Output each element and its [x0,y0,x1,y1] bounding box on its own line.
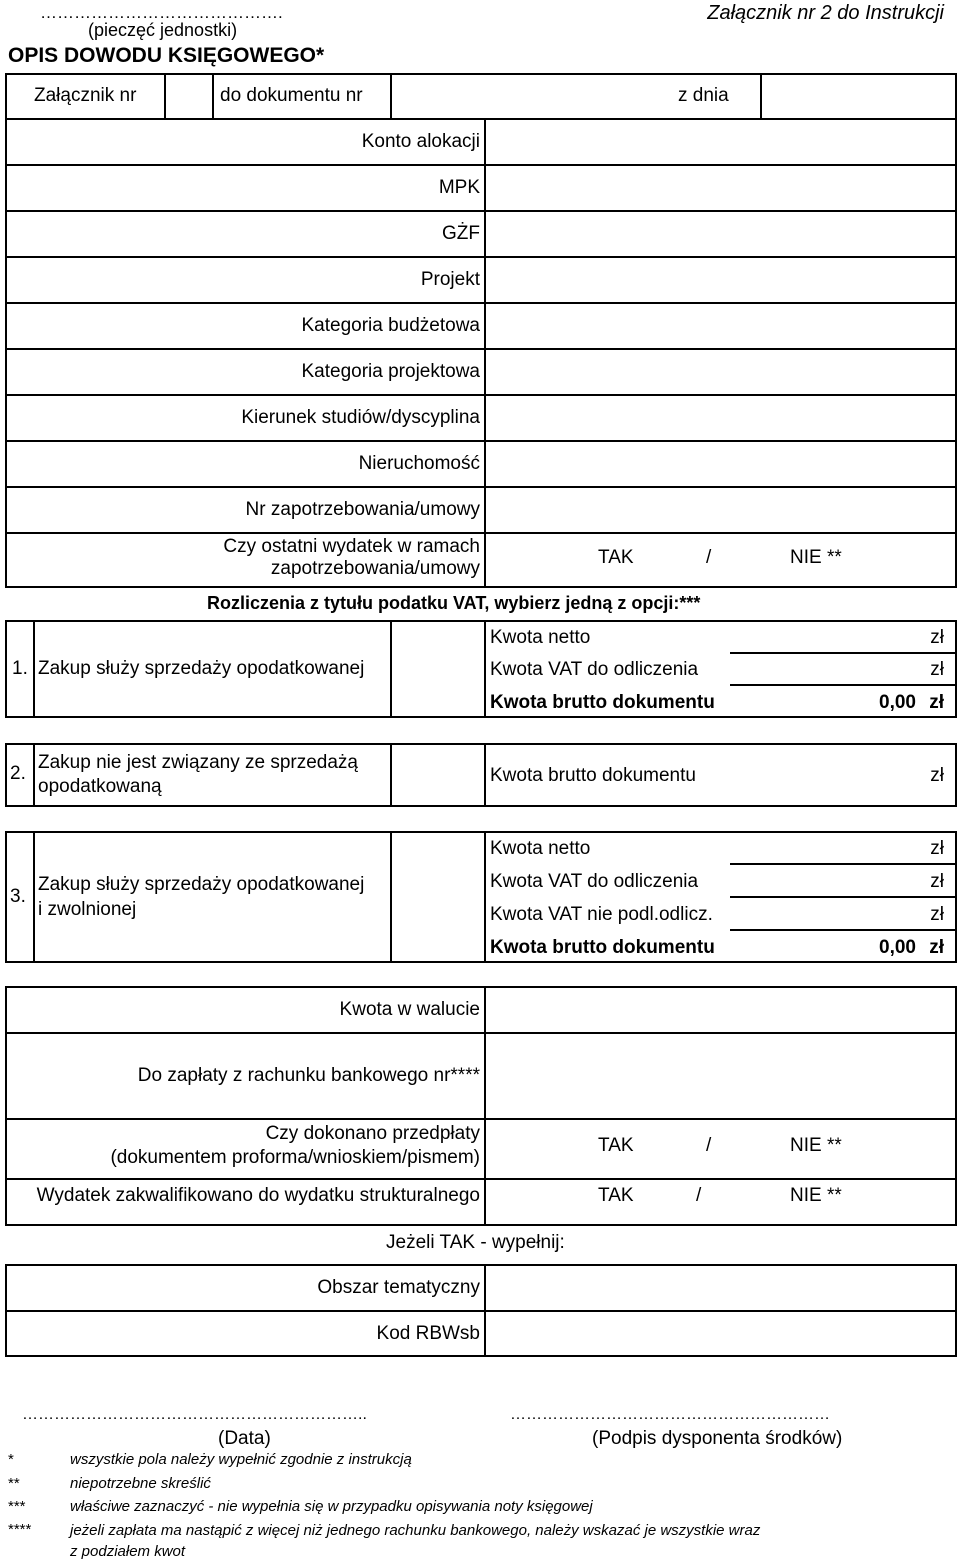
last-expense-no[interactable]: NIE ** [790,547,842,568]
net-amount-field[interactable] [730,622,890,650]
structural-expense-no[interactable]: NIE ** [790,1185,842,1206]
divider [484,620,486,718]
thematic-area-field[interactable] [486,1266,955,1310]
date-signature-label: (Data) [218,1428,271,1449]
vat-option-2-mark[interactable] [392,745,484,805]
real-estate-label: Nieruchomość [358,453,480,474]
project-category-field[interactable] [486,350,955,394]
date-field[interactable] [762,75,955,118]
last-expense-question-line2: zapotrzebowania/umowy [270,558,480,579]
study-field-field[interactable] [486,396,955,440]
net-amount-label: Kwota netto [490,627,591,648]
allocation-account-label: Konto alokacji [361,131,480,152]
structural-expense-slash: / [696,1185,702,1206]
vat-option-1-label: Zakup służy sprzedaży opodatkowanej [38,658,365,679]
option3-vat-nondeductible-label: Kwota VAT nie podl.odlicz. [490,904,713,925]
vat-deductible-currency: zł [930,659,944,680]
attachment-number-label: Załącznik nr [34,85,137,106]
footnote-text: właściwe zaznaczyć - nie wypełnia się w przypadku opisywania noty księgowej [70,1498,593,1515]
allocation-account-field[interactable] [486,120,955,164]
document-number-field[interactable] [392,75,672,118]
option3-vat-deductible-field[interactable] [730,866,890,894]
option3-vat-deductible-currency: zł [930,871,944,892]
disposer-signature-dots: …………………………………………………… [510,1406,830,1423]
rbwsb-code-label: Kod RBWsb [376,1323,480,1344]
vat-option-1-number: 1. [12,658,28,679]
prepayment-question-line1: Czy dokonano przedpłaty [265,1123,480,1144]
gross-amount-value: 0,00 [879,692,916,713]
structural-expense-label: Wydatek zakwalifikowano do wydatku strukturalnego [36,1185,480,1206]
bank-account-field[interactable] [486,1034,955,1118]
prepayment-slash: / [706,1135,712,1156]
vat-option-3-label-line1: Zakup służy sprzedaży opodatkowanej [38,874,365,895]
stamp-label: (pieczęć jednostki) [88,20,238,40]
vat-deductible-field[interactable] [730,654,890,682]
annex-reference: Załącznik nr 2 do Instrukcji [707,2,944,24]
gross-amount-label: Kwota brutto dokumentu [490,692,715,713]
project-label: Projekt [420,269,480,290]
budget-category-field[interactable] [486,304,955,348]
footnote-mark: * [8,1451,14,1468]
footnote-mark: *** [8,1498,26,1515]
gzf-field[interactable] [486,212,955,256]
real-estate-field[interactable] [486,442,955,486]
mpk-field[interactable] [486,166,955,210]
thematic-area-label: Obszar tematyczny [317,1277,480,1298]
net-amount-currency: zł [930,627,944,648]
mpk-label: MPK [438,177,480,198]
prepayment-no[interactable]: NIE ** [790,1135,842,1156]
footnote-mark: ** [8,1475,20,1492]
option2-gross-amount-field[interactable] [730,745,920,805]
option3-net-amount-label: Kwota netto [490,838,591,859]
currency-amount-label: Kwota w walucie [339,999,480,1020]
disposer-signature-label: (Podpis dysponenta środków) [592,1428,843,1449]
last-expense-yes[interactable]: TAK [598,547,634,568]
project-category-label: Kategoria projektowa [301,361,480,382]
divider [33,743,35,807]
option2-gross-amount-currency: zł [930,765,944,786]
field-line [730,863,957,865]
divider [33,831,35,963]
vat-option-2-number: 2. [10,763,26,784]
gzf-label: GŻF [442,223,480,244]
footnote-text: jeżeli zapłata ma nastąpić z więcej niż jednego rachunku bankowego, należy wskazać je wszystkie wraz [70,1522,761,1539]
attachment-number-field[interactable] [166,75,210,118]
vat-option-3-label-line2: i zwolnionej [38,899,137,920]
row-line [5,1178,957,1180]
divider [33,620,35,718]
option3-vat-nondeductible-currency: zł [930,904,944,925]
field-line [730,896,957,898]
row-line [5,532,957,534]
option2-gross-amount-label: Kwota brutto dokumentu [490,765,696,786]
structural-expense-yes[interactable]: TAK [598,1185,634,1206]
date-signature-dots: ……………………………………………………….. [22,1406,367,1423]
footnote-text: niepotrzebne skreślić [70,1475,211,1492]
option3-gross-amount-value: 0,00 [879,937,916,958]
divider [484,831,486,963]
last-expense-slash: / [706,547,712,568]
document-number-label: do dokumentu nr [220,85,363,106]
option3-gross-amount-label: Kwota brutto dokumentu [490,937,715,958]
study-field-label: Kierunek studiów/dyscyplina [241,407,480,428]
row-line [5,1118,957,1120]
contract-number-field[interactable] [486,488,955,532]
document-title: OPIS DOWODU KSIĘGOWEGO* [8,44,325,67]
vat-option-2-label-line2: opodatkowaną [38,776,162,797]
divider [484,743,486,807]
date-label: z dnia [678,85,729,106]
option3-gross-amount-currency: zł [929,937,944,958]
contract-number-label: Nr zapotrzebowania/umowy [245,499,480,520]
bank-account-label: Do zapłaty z rachunku bankowego nr**** [137,1065,480,1086]
vat-option-3-number: 3. [10,886,26,907]
prepayment-yes[interactable]: TAK [598,1135,634,1156]
option3-vat-nondeductible-field[interactable] [730,899,890,927]
footnote-continuation: z podziałem kwot [70,1543,186,1560]
field-line [730,684,957,686]
gross-amount-currency: zł [929,692,944,713]
budget-category-label: Kategoria budżetowa [301,315,480,336]
stamp-dots: ……………………………………. [40,3,283,22]
divider [212,73,214,120]
option3-net-amount-field[interactable] [730,833,890,861]
last-expense-question-line1: Czy ostatni wydatek w ramach [223,536,480,557]
vat-option-1-mark[interactable] [392,622,484,716]
vat-heading: Rozliczenia z tytułu podatku VAT, wybierz jedną z opcji:*** [207,593,701,613]
currency-amount-field[interactable] [486,988,955,1032]
option3-net-amount-currency: zł [930,838,944,859]
vat-option-3-mark[interactable] [392,833,484,961]
field-line [730,929,957,931]
vat-option-2-label-line1: Zakup nie jest związany ze sprzedażą [38,752,358,773]
project-field[interactable] [486,258,955,302]
option3-vat-deductible-label: Kwota VAT do odliczenia [490,871,699,892]
if-yes-instruction: Jeżeli TAK - wypełnij: [386,1232,565,1253]
prepayment-question-line2: (dokumentem proforma/wnioskiem/pismem) [110,1147,480,1168]
footnote-text: wszystkie pola należy wypełnić zgodnie z instrukcją [70,1451,412,1468]
rbwsb-code-field[interactable] [486,1312,955,1355]
vat-deductible-label: Kwota VAT do odliczenia [490,659,699,680]
footnote-mark: **** [8,1521,32,1538]
